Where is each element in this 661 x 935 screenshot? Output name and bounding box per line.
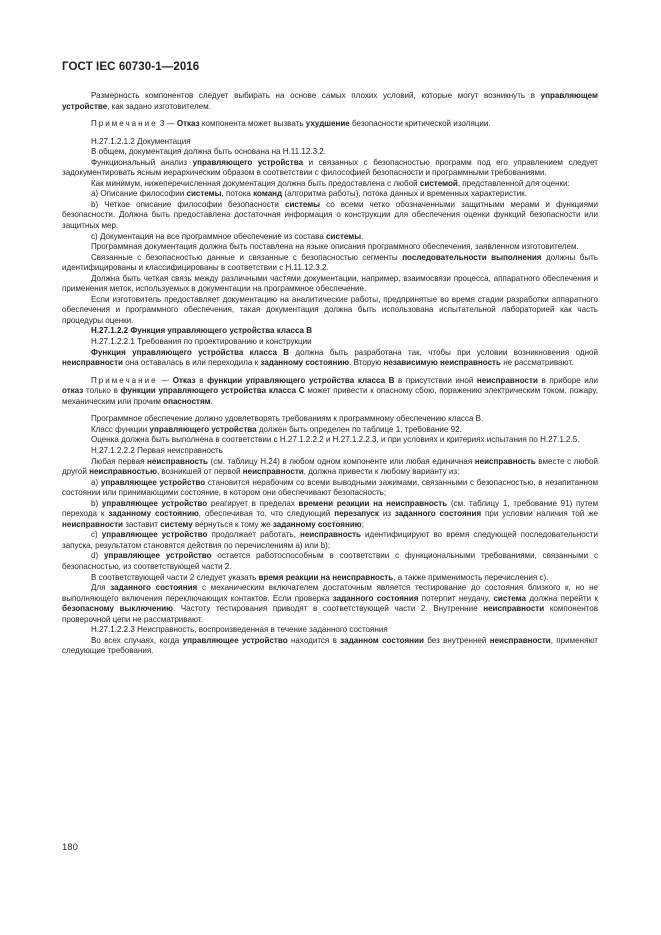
- paragraph: В соответствующей части 2 следует указать время реакции на неисправность, а также применимость перечисления c).: [91, 572, 549, 582]
- paragraph: Должна быть четкая связь между различными частями документации, например, взаимосвязи процесса, аппаратного обеспечения и применения меток, используемых в документации на программное обеспечение.: [62, 273, 598, 294]
- section-heading-h27-1-2-2-3: H.27.1.2.2.3 Неисправность, воспроизведенная в течение заданного состояния: [91, 625, 388, 635]
- paragraph: Во всех случаях, когда управляющее устройство находится в заданном состоянии без внутренней неисправности, применяют следующие требования.: [62, 635, 598, 656]
- note: Примечание — Отказ в функции управляющего устройства класса B в присутствии иной неисправности в приборе или отказ только в функции управляющего устройства класса C может привести к опасному сбою, поражению электрическим током, пожару, механическим или прочим опасностям.: [62, 375, 598, 406]
- list-item-d: d) управляющее устройство остается работоспособным в соответствии с функциональными требованиями, связанными с безопасностью, из соответствующей части 2.: [62, 551, 598, 571]
- paragraph: Программное обеспечение должно удовлетворять требованиям к программному обеспечению класса B.: [91, 414, 484, 424]
- paragraph: Для заданного состояния с механическим включателем достаточным является тестирование до состояния близкого к, но не выполняющего включения переключающих контактов. Если проверка заданного состояния потерпит неудачу, система должна перейти к безопасному выключению. Частоту тестирования приводят в соответствующей части 2. Внутренние неисправности компонентов проверочной цепи не рассматривают.: [62, 583, 598, 624]
- paragraph: Класс функции управляющего устройства должен быть определен по таблице 1, требование 92.: [91, 424, 462, 434]
- section-heading-h27-1-2-2-2: H.27.1.2.2.2 Первая неисправность: [91, 445, 223, 455]
- paragraph: Если изготовитель предоставляет документацию на аналитические работы, предпринятые во время стадии разработки аппаратного обеспечения и программного обеспечения, такая документация должна быть использована испытательной лабораторией как часть процедуры оценки.: [62, 294, 598, 325]
- paragraph: Программная документация должна быть поставлена на языке описания программного обеспечения, заявленном изготовителем.: [91, 242, 579, 252]
- section-heading-h27-1-2-2: H.27.1.2.2 Функция управляющего устройства класса B: [91, 326, 313, 336]
- section-heading-h27-1-2-2-1: H.27.1.2.2.1 Требования по проектированию и конструкции: [91, 337, 312, 347]
- paragraph: В общем, документация должна быть основана на H.11.12.3.2.: [91, 147, 326, 157]
- document-body: [62, 91, 598, 657]
- section-heading-h27-1-2-1-2: H.27.1.2.1.2 Документация: [91, 136, 191, 146]
- page-header-title: ГОСТ IEC 60730-1—2016: [62, 61, 200, 73]
- list-item-c: c) управляющее устройство продолжает работать, неисправность идентифицируют во время следующей последовательности запуска, результатом становятся действия по перечислениям a) или b);: [62, 530, 598, 550]
- paragraph: Функциональный анализ управляющего устройства и связанных с безопасностью программ под его управлением следует задокументировать ясным иерархическим образом в соответствии с философией безопасности и программными требованиями.: [62, 157, 598, 178]
- list-item-c: c) Документация на все программное обеспечение из состава системы.: [91, 231, 364, 241]
- list-item-b: b) управляющее устройство реагирует в пределах времени реакции на неисправность (см. таблицу 1, требование 91) путем перехода к заданному состоянию, обеспечивая то, что следующий перезапуск из заданного состояния при условии наличия той же неисправности заставит систему вернуться к тому же заданному состоянию;: [62, 498, 598, 529]
- page-number: 180: [62, 842, 78, 853]
- paragraph: Как минимум, нижеперечисленная документация должна быть предоставлена с любой системой, представленной для оценки:: [91, 178, 570, 188]
- list-item-a: a) Описание философии системы, потока команд (алгоритма работы), потока данных и временных характеристик.: [91, 189, 527, 199]
- paragraph: Функция управляющего устройства класса B должна быть разработана так, чтобы при условии возникновения одной неисправности она оставалась в или переходила к заданному состоянию. Вторую независимую неисправность не рассматривают.: [62, 347, 599, 368]
- paragraph: Оценка должна быть выполнена в соответствии с H.27.1.2.2.2 и H.27.1.2.2.3, и при условиях и критериях испытания по H.27.1.2.5.: [91, 435, 580, 445]
- paragraph: Связанные с безопасностью данные и связанные с безопасностью сегменты последовательности выполнения должны быть идентифицированы и классифицированы в соответствии с H.11.12.3.2.: [62, 252, 598, 273]
- note-3: Примечание 3 — Отказ компонента может вызвать ухудшение безопасности критической изоляции.: [91, 119, 491, 129]
- list-item-a: a) управляющее устройство становится нерабочим со всеми выводными зажимами, связанными с безопасностью, в незапитанном состоянии или принимающими состояние, в котором они обеспечивают безопасность;: [62, 477, 598, 498]
- list-item-b: b) Четкое описание философии безопасности системы со всеми четко обозначенными защитными мерами и функциями безопасности. Должна быть предоставлена достаточная информация о конструкции для обеспечения оценки функций безопасности или защитных мер.: [62, 199, 598, 231]
- paragraph: Любая первая неисправность (см. таблицу H.24) в любом одном компоненте или любая единичная неисправность вместе с любой другой неисправностью, возникшей от первой неисправности, должна привести к любому варианту из:: [62, 456, 598, 477]
- paragraph-component-sizing: Размерность компонентов следует выбирать на основе самых плохих условий, которые могут возникнуть в управляющем устройстве, как задано изготовителем.: [62, 91, 598, 111]
